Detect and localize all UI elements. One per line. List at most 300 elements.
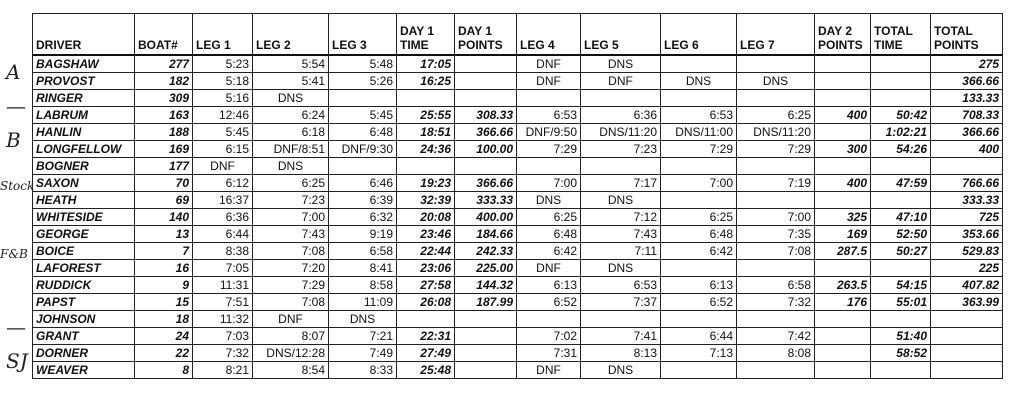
table-cell: 7:31 [517, 345, 581, 362]
table-cell: 8:08 [737, 345, 815, 362]
table-cell: 6:15 [193, 141, 253, 158]
table-cell [931, 311, 1003, 328]
table-cell: 8:33 [329, 362, 397, 379]
column-header: LEG 1 [193, 14, 253, 56]
table-cell [815, 311, 871, 328]
table-cell: 58:52 [871, 345, 931, 362]
table-row [33, 90, 1003, 107]
table-cell [815, 158, 871, 175]
table-cell: DNF [517, 55, 581, 73]
table-cell: 11:31 [193, 277, 253, 294]
table-cell: 333.33 [455, 192, 517, 209]
handwritten-note: — [6, 315, 26, 339]
table-cell: 24:36 [397, 141, 455, 158]
table-cell [815, 90, 871, 107]
table-cell: DNS/12:28 [253, 345, 329, 362]
table-cell: 7:21 [329, 328, 397, 345]
table-cell: 11:32 [193, 311, 253, 328]
table-cell: DNF [517, 362, 581, 379]
table-cell [815, 328, 871, 345]
table-cell: 169 [815, 226, 871, 243]
table-cell: DNS [581, 362, 661, 379]
table-cell [871, 192, 931, 209]
table-cell: 7:05 [193, 260, 253, 277]
table-cell: 17:05 [397, 55, 455, 73]
table-cell: 6:52 [517, 294, 581, 311]
table-cell [871, 158, 931, 175]
table-cell [455, 328, 517, 345]
table-cell: 6:12 [193, 175, 253, 192]
driver-cell: LABRUM [33, 107, 135, 124]
table-cell: DNF/8:51 [253, 141, 329, 158]
table-cell [815, 73, 871, 90]
table-cell: DNS [581, 260, 661, 277]
table-row [33, 277, 1003, 294]
table-cell: DNS [661, 73, 737, 90]
table-cell: DNF [517, 73, 581, 90]
boat-cell: 277 [135, 55, 193, 73]
table-cell [815, 345, 871, 362]
table-cell: 325 [815, 209, 871, 226]
table-cell: 7:51 [193, 294, 253, 311]
boat-cell: 7 [135, 243, 193, 260]
driver-cell: PROVOST [33, 73, 135, 90]
column-header: BOAT# [135, 14, 193, 56]
boat-cell: 177 [135, 158, 193, 175]
table-cell: 366.66 [455, 124, 517, 141]
driver-cell: WEAVER [33, 362, 135, 379]
table-cell [815, 260, 871, 277]
table-cell [661, 55, 737, 73]
table-cell: 6:36 [193, 209, 253, 226]
table-cell: 242.33 [455, 243, 517, 260]
table-cell: 5:45 [193, 124, 253, 141]
table-cell [455, 362, 517, 379]
table-cell: 12:46 [193, 107, 253, 124]
table-cell: 7:32 [193, 345, 253, 362]
table-cell: 23:06 [397, 260, 455, 277]
table-cell [661, 311, 737, 328]
table-cell: 7:32 [737, 294, 815, 311]
table-cell: 55:01 [871, 294, 931, 311]
column-header: LEG 4 [517, 14, 581, 56]
table-row [33, 294, 1003, 311]
table-cell [661, 158, 737, 175]
table-cell: DNF/9:50 [517, 124, 581, 141]
table-cell: DNS [581, 55, 661, 73]
table-cell: 5:18 [193, 73, 253, 90]
table-cell: 7:03 [193, 328, 253, 345]
table-cell: 52:50 [871, 226, 931, 243]
table-cell: 176 [815, 294, 871, 311]
table-cell: 363.99 [931, 294, 1003, 311]
handwritten-note: SJ [6, 349, 28, 373]
table-cell: 6:25 [737, 107, 815, 124]
table-cell: DNS/11:20 [581, 124, 661, 141]
table-cell: 225.00 [455, 260, 517, 277]
table-cell: 400 [815, 175, 871, 192]
handwritten-note: B [6, 128, 21, 152]
table-cell: 708.33 [931, 107, 1003, 124]
table-cell: 7:20 [253, 260, 329, 277]
table-cell: 766.66 [931, 175, 1003, 192]
table-row [33, 73, 1003, 90]
driver-cell: HEATH [33, 192, 135, 209]
table-cell: 5:54 [253, 55, 329, 73]
table-cell: 23:46 [397, 226, 455, 243]
table-cell [397, 311, 455, 328]
handwritten-note: F&B [0, 247, 28, 261]
table-cell [329, 90, 397, 107]
table-cell: DNS [581, 192, 661, 209]
table-cell: 47:10 [871, 209, 931, 226]
table-cell: DNS/11:20 [737, 124, 815, 141]
table-cell: 6:46 [329, 175, 397, 192]
table-cell: 7:08 [253, 243, 329, 260]
table-row [33, 209, 1003, 226]
table-cell: 400 [931, 141, 1003, 158]
boat-cell: 69 [135, 192, 193, 209]
table-cell [871, 311, 931, 328]
table-cell [815, 124, 871, 141]
table-cell: 6:44 [193, 226, 253, 243]
table-cell: 144.32 [455, 277, 517, 294]
table-cell: 54:15 [871, 277, 931, 294]
table-row [33, 192, 1003, 209]
table-row [33, 141, 1003, 158]
table-cell: 5:16 [193, 90, 253, 107]
table-cell: 308.33 [455, 107, 517, 124]
driver-cell: LAFOREST [33, 260, 135, 277]
table-cell [931, 345, 1003, 362]
boat-cell: 140 [135, 209, 193, 226]
table-cell: 22:31 [397, 328, 455, 345]
table-cell: 7:19 [737, 175, 815, 192]
table-cell: 6:58 [329, 243, 397, 260]
table-cell: 8:58 [329, 277, 397, 294]
table-cell [661, 192, 737, 209]
table-cell: 8:38 [193, 243, 253, 260]
driver-cell: BOICE [33, 243, 135, 260]
table-cell: 7:00 [253, 209, 329, 226]
table-cell: 51:40 [871, 328, 931, 345]
table-row [33, 243, 1003, 260]
table-cell: 353.66 [931, 226, 1003, 243]
table-cell [737, 311, 815, 328]
table-cell: 8:13 [581, 345, 661, 362]
column-header: LEG 6 [661, 14, 737, 56]
boat-cell: 18 [135, 311, 193, 328]
table-cell: 25:55 [397, 107, 455, 124]
table-cell: 100.00 [455, 141, 517, 158]
table-cell: 7:41 [581, 328, 661, 345]
table-cell: DNF/9:30 [329, 141, 397, 158]
table-cell: 8:07 [253, 328, 329, 345]
table-cell [737, 260, 815, 277]
table-cell [517, 311, 581, 328]
driver-cell: BOGNER [33, 158, 135, 175]
table-cell [871, 362, 931, 379]
table-cell: 400.00 [455, 209, 517, 226]
table-cell: 366.66 [455, 175, 517, 192]
table-cell: 26:08 [397, 294, 455, 311]
table-cell: 6:13 [661, 277, 737, 294]
table-cell: 25:48 [397, 362, 455, 379]
driver-cell: HANLIN [33, 124, 135, 141]
table-cell: 300 [815, 141, 871, 158]
table-cell: 7:23 [581, 141, 661, 158]
boat-cell: 22 [135, 345, 193, 362]
table-cell: DNS/11:00 [661, 124, 737, 141]
table-cell: 6:36 [581, 107, 661, 124]
boat-cell: 16 [135, 260, 193, 277]
table-cell: 366.66 [931, 73, 1003, 90]
table-cell: DNF [517, 260, 581, 277]
table-cell [737, 55, 815, 73]
driver-cell: RUDDICK [33, 277, 135, 294]
table-row [33, 175, 1003, 192]
table-cell: 8:54 [253, 362, 329, 379]
table-cell: 529.83 [931, 243, 1003, 260]
table-cell [931, 328, 1003, 345]
table-cell: 18:51 [397, 124, 455, 141]
table-cell: 6:42 [661, 243, 737, 260]
column-header: DAY 1 POINTS [455, 14, 517, 56]
driver-cell: LONGFELLOW [33, 141, 135, 158]
table-cell: 1:02:21 [871, 124, 931, 141]
table-cell [815, 192, 871, 209]
table-row [33, 107, 1003, 124]
driver-cell: PAPST [33, 294, 135, 311]
table-row [33, 362, 1003, 379]
table-body [33, 55, 1003, 379]
table-cell [737, 362, 815, 379]
column-header: DRIVER [33, 14, 135, 56]
table-cell: 407.82 [931, 277, 1003, 294]
table-cell [737, 192, 815, 209]
table-cell [517, 90, 581, 107]
table-cell: 7:08 [253, 294, 329, 311]
boat-cell: 182 [135, 73, 193, 90]
column-header: LEG 5 [581, 14, 661, 56]
table-cell: 47:59 [871, 175, 931, 192]
table-cell: DNS [253, 158, 329, 175]
table-cell: 6:53 [581, 277, 661, 294]
table-cell [581, 311, 661, 328]
table-cell [737, 158, 815, 175]
table-cell [871, 90, 931, 107]
table-cell: 27:49 [397, 345, 455, 362]
table-cell: DNS [737, 73, 815, 90]
column-header: LEG 2 [253, 14, 329, 56]
handwritten-note: A [6, 60, 21, 84]
table-cell: 50:27 [871, 243, 931, 260]
table-cell: 6:25 [253, 175, 329, 192]
table-cell: 7:13 [661, 345, 737, 362]
table-cell: 7:00 [737, 209, 815, 226]
table-cell: 6:52 [661, 294, 737, 311]
boat-cell: 15 [135, 294, 193, 311]
table-cell: 7:00 [517, 175, 581, 192]
boat-cell: 163 [135, 107, 193, 124]
table-cell: 6:48 [661, 226, 737, 243]
table-cell: 7:43 [253, 226, 329, 243]
boat-cell: 70 [135, 175, 193, 192]
table-cell [455, 158, 517, 175]
table-cell: 9:19 [329, 226, 397, 243]
table-cell [815, 362, 871, 379]
table-cell: 50:42 [871, 107, 931, 124]
table-cell [871, 260, 931, 277]
table-cell: 5:26 [329, 73, 397, 90]
table-row [33, 328, 1003, 345]
table-cell [661, 362, 737, 379]
table-row [33, 55, 1003, 73]
driver-cell: DORNER [33, 345, 135, 362]
table-cell [397, 158, 455, 175]
table-row [33, 345, 1003, 362]
table-cell: 366.66 [931, 124, 1003, 141]
table-cell: 5:48 [329, 55, 397, 73]
table-cell: 8:41 [329, 260, 397, 277]
table-cell [581, 90, 661, 107]
table-cell: 7:35 [737, 226, 815, 243]
table-cell [455, 90, 517, 107]
table-cell [517, 158, 581, 175]
table-cell: 19:23 [397, 175, 455, 192]
table-cell: 6:25 [517, 209, 581, 226]
table-cell: 6:48 [329, 124, 397, 141]
boat-cell: 24 [135, 328, 193, 345]
race-results-table [32, 13, 1003, 379]
table-cell: 6:13 [517, 277, 581, 294]
table-cell: 27:58 [397, 277, 455, 294]
table-cell: 725 [931, 209, 1003, 226]
table-cell [931, 158, 1003, 175]
table-cell: 7:42 [737, 328, 815, 345]
table-cell: 16:37 [193, 192, 253, 209]
table-cell: 6:53 [517, 107, 581, 124]
table-cell [455, 55, 517, 73]
table-cell: 5:23 [193, 55, 253, 73]
table-cell [737, 90, 815, 107]
handwritten-note: — [6, 94, 26, 118]
table-cell [931, 362, 1003, 379]
table-cell: 7:12 [581, 209, 661, 226]
table-cell: 22:44 [397, 243, 455, 260]
table-cell: DNS [329, 311, 397, 328]
table-row [33, 124, 1003, 141]
table-cell: 263.5 [815, 277, 871, 294]
table-cell: 6:44 [661, 328, 737, 345]
table-cell: 6:25 [661, 209, 737, 226]
table-cell: 333.33 [931, 192, 1003, 209]
handwritten-note: Stock [0, 179, 35, 193]
table-cell: 7:02 [517, 328, 581, 345]
table-cell: 133.33 [931, 90, 1003, 107]
table-cell: 11:09 [329, 294, 397, 311]
table-cell: 5:41 [253, 73, 329, 90]
table-cell: 6:24 [253, 107, 329, 124]
table-cell: 7:23 [253, 192, 329, 209]
table-cell: 20:08 [397, 209, 455, 226]
table-cell [661, 90, 737, 107]
driver-cell: GEORGE [33, 226, 135, 243]
table-cell: 7:17 [581, 175, 661, 192]
table-cell: 7:29 [737, 141, 815, 158]
table-cell [455, 73, 517, 90]
driver-cell: JOHNSON [33, 311, 135, 328]
table-cell: 187.99 [455, 294, 517, 311]
table-cell: 6:58 [737, 277, 815, 294]
table-cell: 16:25 [397, 73, 455, 90]
results-sheet [32, 13, 1003, 379]
column-header: DAY 1 TIME [397, 14, 455, 56]
table-row [33, 226, 1003, 243]
table-cell: 7:49 [329, 345, 397, 362]
table-cell: 6:53 [661, 107, 737, 124]
driver-cell: WHITESIDE [33, 209, 135, 226]
table-cell [455, 311, 517, 328]
table-cell: 6:39 [329, 192, 397, 209]
table-cell [871, 55, 931, 73]
table-cell: 6:18 [253, 124, 329, 141]
table-cell: 7:37 [581, 294, 661, 311]
column-header: TOTAL POINTS [931, 14, 1003, 56]
table-cell [581, 158, 661, 175]
table-cell: 8:21 [193, 362, 253, 379]
column-header: TOTAL TIME [871, 14, 931, 56]
boat-cell: 188 [135, 124, 193, 141]
boat-cell: 9 [135, 277, 193, 294]
table-cell: 32:39 [397, 192, 455, 209]
table-row [33, 158, 1003, 175]
table-cell [815, 55, 871, 73]
table-cell: 6:32 [329, 209, 397, 226]
column-header: DAY 2 POINTS [815, 14, 871, 56]
table-cell: 225 [931, 260, 1003, 277]
table-cell [329, 158, 397, 175]
table-cell: 287.5 [815, 243, 871, 260]
table-cell [397, 90, 455, 107]
table-cell [661, 260, 737, 277]
table-cell: 7:11 [581, 243, 661, 260]
table-cell: 7:29 [517, 141, 581, 158]
table-cell: 6:48 [517, 226, 581, 243]
boat-cell: 309 [135, 90, 193, 107]
table-cell [455, 345, 517, 362]
table-cell: DNF [193, 158, 253, 175]
table-cell: DNS [253, 90, 329, 107]
table-cell [871, 73, 931, 90]
driver-cell: GRANT [33, 328, 135, 345]
table-cell: 54:26 [871, 141, 931, 158]
table-cell: 7:43 [581, 226, 661, 243]
table-cell: DNS [517, 192, 581, 209]
table-cell: DNF [253, 311, 329, 328]
table-cell: 7:08 [737, 243, 815, 260]
table-cell: 7:00 [661, 175, 737, 192]
table-cell: 184.66 [455, 226, 517, 243]
driver-cell: RINGER [33, 90, 135, 107]
header-row [33, 14, 1003, 56]
driver-cell: SAXON [33, 175, 135, 192]
table-cell: 275 [931, 55, 1003, 73]
table-cell: 5:45 [329, 107, 397, 124]
table-cell: 7:29 [661, 141, 737, 158]
column-header: LEG 7 [737, 14, 815, 56]
driver-cell: BAGSHAW [33, 55, 135, 73]
